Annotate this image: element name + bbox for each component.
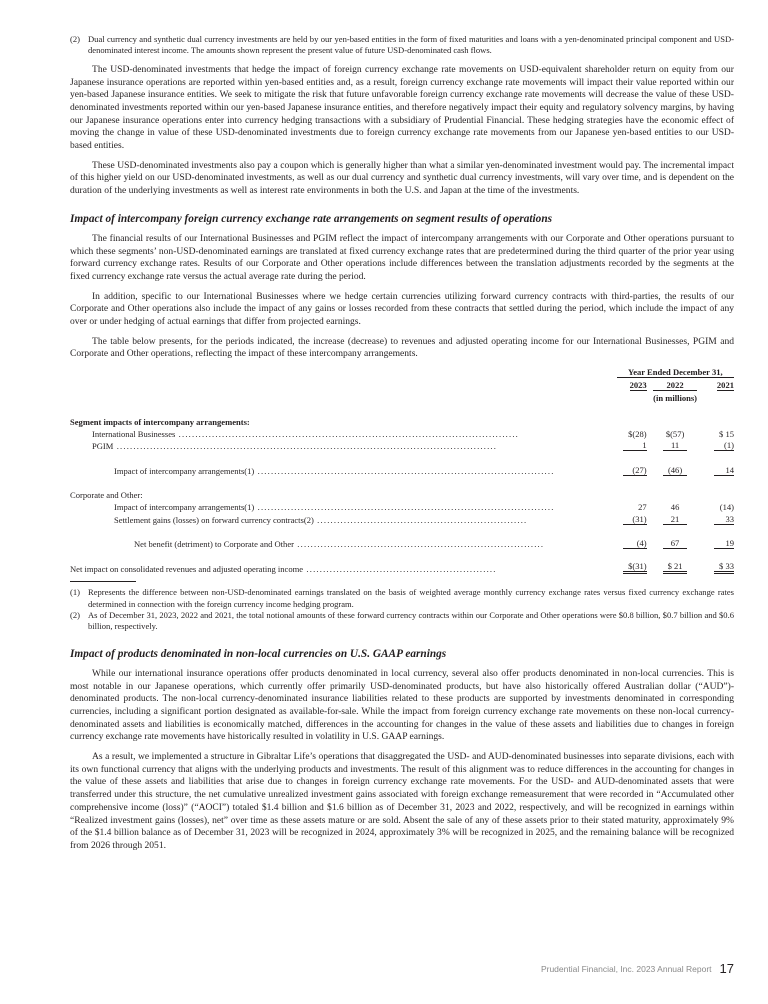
section-heading-intercompany: Impact of intercompany foreign currency exchange rate arrangements on segment results of operations — [70, 212, 553, 225]
row-label: PGIM — [92, 441, 114, 452]
value-2023: (4) — [623, 538, 647, 549]
row-label: International Businesses — [92, 429, 176, 440]
footnote-number: (2) — [70, 34, 80, 44]
value-2021: (1) — [714, 440, 734, 451]
table-row: Settlement gains (losses) on forward currency contracts(2) ............................................................... (31) 21 33 — [114, 513, 734, 525]
units-label: (in millions) — [653, 392, 698, 403]
value-2022: $ 21 — [663, 561, 687, 574]
footnote-text: As of December 31, 2023, 2022 and 2021, the total notional amounts of these forward currency contracts within our Corporate and Other operations were $0.8 billion, $0.7 billion and $0.6 billion, respectively. — [88, 609, 734, 632]
table-header-period — [70, 365, 734, 378]
footnote-divider — [70, 581, 136, 582]
document-page — [70, 34, 734, 853]
table-footnote — [70, 610, 734, 633]
value-2021: $ 33 — [714, 561, 734, 574]
footnote-text: Dual currency and synthetic dual currency investments are held by our yen-based entities in the form of fixed maturities and loans with a yen-denominated principal component and USD-denominated interest income. The amounts shown represent the present value of future USD-denominated cash flows. — [88, 34, 734, 56]
value-2023: $(31) — [623, 561, 647, 574]
row-label: Impact of intercompany arrangements(1) — [114, 465, 255, 476]
table-header-units — [70, 391, 734, 403]
page-number: 17 — [719, 961, 734, 976]
year-header: 2022 — [653, 380, 697, 391]
paragraph-gibraltar-structure: As a result, we implemented a structure in Gibraltar Life’s operations that disaggregated the USD- and AUD-denominated businesses into separate divisions, each with its own functional currency that aligns with the underlying products and investments. The result of this alignment was to reduce differences in the accounting for changes in the value of these assets and liabilities that arise due to changes in foreign currency exchange rate movements. For the USD- and AUD-denominated assets that were transferred under this structure, the net cumulative unrealized investment gains associated with foreign exchange remeasurement that were recorded in “Accumulated other comprehensive income (loss)” (“AOCI”) totaled $1.4 billion and $1.6 billion as of December 31, 2023 and 2022, respectively, and will be recognized in earnings within “Realized investment gains (losses), net” over time as these assets mature or are sold. Absent the sale of any of these assets prior to their stated maturity, approximately 9% of the $1.4 billion balance as of December 31, 2023 will be recognized in 2024, approximately 3% will be recognized in 2025, and the remaining balance will be recognized from 2026 through 2051. — [70, 751, 734, 851]
value-2023: (31) — [623, 514, 647, 525]
value-2022: 67 — [663, 538, 687, 549]
paragraph-financial-results: The financial results of our International Businesses and PGIM reflect the impact of intercompany arrangements with our Corporate and Other operations pursuant to which these segments’ non-USD-denominated earnings are translated at fixed currency exchange rates that are predetermined during the third quarter of the prior year using forward currency exchange rates. Results of our Corporate and Other operations include differences between the translation adjustments recorded by the segments at the fixed currency exchange rate versus the actual average rate during the period. — [70, 232, 734, 282]
intercompany-impact-table — [70, 365, 734, 574]
row-label: Impact of intercompany arrangements(1) — [114, 502, 255, 513]
table-row: International Businesses ...................................................................................................... $(28) $(57) $ 15 — [92, 429, 734, 440]
value-2022: $(57) — [665, 429, 685, 440]
value-2023: 27 — [638, 502, 647, 513]
corporate-other-label: Corporate and Other: — [70, 490, 143, 501]
value-2021: (14) — [719, 502, 734, 513]
table-row-subtotal: Impact of intercompany arrangements(1) ......................................................................................... (27) (46) 14 — [114, 464, 734, 476]
table-row: PGIM .................................................................................................................. 1 11 (1) — [92, 440, 734, 452]
value-2023: 1 — [623, 440, 647, 451]
table-section-label — [70, 415, 734, 427]
table-row-total: Net impact on consolidated revenues and adjusted operating income ......................................................... $(31) $ 21 $ 33 — [70, 561, 734, 575]
section-heading-non-local-currencies: Impact of products denominated in non-local currencies on U.S. GAAP earnings — [70, 647, 447, 660]
row-label: Net benefit (detriment) to Corporate and Other — [134, 538, 294, 549]
paragraph-non-local-products: While our international insurance operations offer products denominated in local currency, several also offer products denominated in non-local currencies. This is most notable in our Japanese operations, which currently offer primarily USD-denominated products, but have also historically offered Australian dollar (“AUD”)-denominated products. The non-local currency-denominated insurance liabilities related to these products are supported by investments denominated in corresponding currencies, including a significant portion designated as available-for-sale. While the impact from foreign currency exchange rate movements on these non-local currency-denominated assets and liabilities is economically matched, differences in the accounting for changes in the value of these assets and liabilities due to changes in foreign currency exchange rate movements have historically resulted in volatility in U.S. GAAP earnings. — [70, 667, 734, 743]
table-footnote — [70, 587, 734, 610]
footnote-number: (1) — [70, 587, 80, 598]
segment-impacts-label: Segment impacts of intercompany arrangements: — [70, 417, 250, 428]
year-header: 2021 — [716, 379, 734, 390]
row-label: Settlement gains (losses) on forward currency contracts(2) — [114, 514, 314, 525]
value-2021: 19 — [714, 538, 734, 549]
table-group-label — [70, 488, 734, 500]
value-2022: 11 — [663, 440, 687, 451]
period-header: Year Ended December 31, — [617, 365, 734, 378]
value-2021: $ 15 — [719, 429, 734, 440]
page-footer — [0, 961, 734, 976]
value-2021: 14 — [714, 465, 734, 476]
paragraph-coupon-yield: These USD-denominated investments also pay a coupon which is generally higher than what a similar yen-denominated investment would pay. The incremental impact of this higher yield on our USD-denominated investments, as well as our dual currency and synthetic dual currency investments, will vary over time, and is dependent on the duration of the underlying investments as well as interest rate environments in both the U.S. and Japan at the time of the investments. — [70, 159, 734, 197]
table-row-subtotal: Net benefit (detriment) to Corporate and Other .......................................................................... (4) 67 19 — [134, 537, 734, 549]
report-title: Prudential Financial, Inc. 2023 Annual Report — [540, 964, 712, 974]
row-label: Net impact on consolidated revenues and adjusted operating income — [70, 564, 304, 575]
footnote-text: Represents the difference between non-USD-denominated earnings translated on the basis of weighted average monthly currency exchange rates versus fixed currency exchange rates determined in connection with the foreign currency income hedging program. — [88, 587, 734, 609]
year-header: 2023 — [629, 379, 647, 390]
paragraph-forward-contracts: In addition, specific to our International Businesses where we hedge certain currencies utilizing forward currency contracts with third-parties, the results of our Corporate and Other operations also include the impact of any gains or losses recorded from these contracts that settled during the period, which include the impact of any over or under hedging of actual earnings that differ from projected earnings. — [70, 290, 734, 328]
footnote-number: (2) — [70, 609, 80, 620]
table-header-years — [70, 378, 734, 391]
value-2022: 21 — [663, 514, 687, 525]
footnote-dual-currency — [70, 34, 734, 57]
value-2022: 46 — [670, 502, 680, 513]
value-2021: 33 — [714, 514, 734, 525]
paragraph-usd-investments-hedge: The USD-denominated investments that hedge the impact of foreign currency exchange rate movements on USD-equivalent shareholder return on equity from our Japanese insurance operations are reported within yen-based entities and, as a result, foreign currency exchange rate movements will impact their value reported within our yen-based Japanese insurance entities. We seek to mitigate the risk that future unfavorable foreign currency exchange rate movements will decrease the value of these USD-denominated investments reported within our yen-based Japanese insurance entities, and therefore negatively impact their equity and regulatory solvency margins, by having our Japanese insurance operations enter into currency hedging transactions with a subsidiary of Prudential Financial. These hedging strategies have the economic effect of moving the change in value of these USD-denominated investments due to foreign currency exchange rate movements from our Japanese yen-based entities to our USD-based entities. — [70, 63, 734, 152]
value-2022: (46) — [663, 465, 687, 476]
value-2023: $(28) — [628, 429, 647, 440]
value-2023: (27) — [623, 465, 647, 476]
table-row: Impact of intercompany arrangements(1) ......................................................................................... 27 46 (14) — [114, 502, 734, 513]
paragraph-table-intro: The table below presents, for the periods indicated, the increase (decrease) to revenues and adjusted operating income for our International Businesses, PGIM and Corporate and Other operations, reflecting the impact of these intercompany arrangements. — [70, 335, 734, 360]
